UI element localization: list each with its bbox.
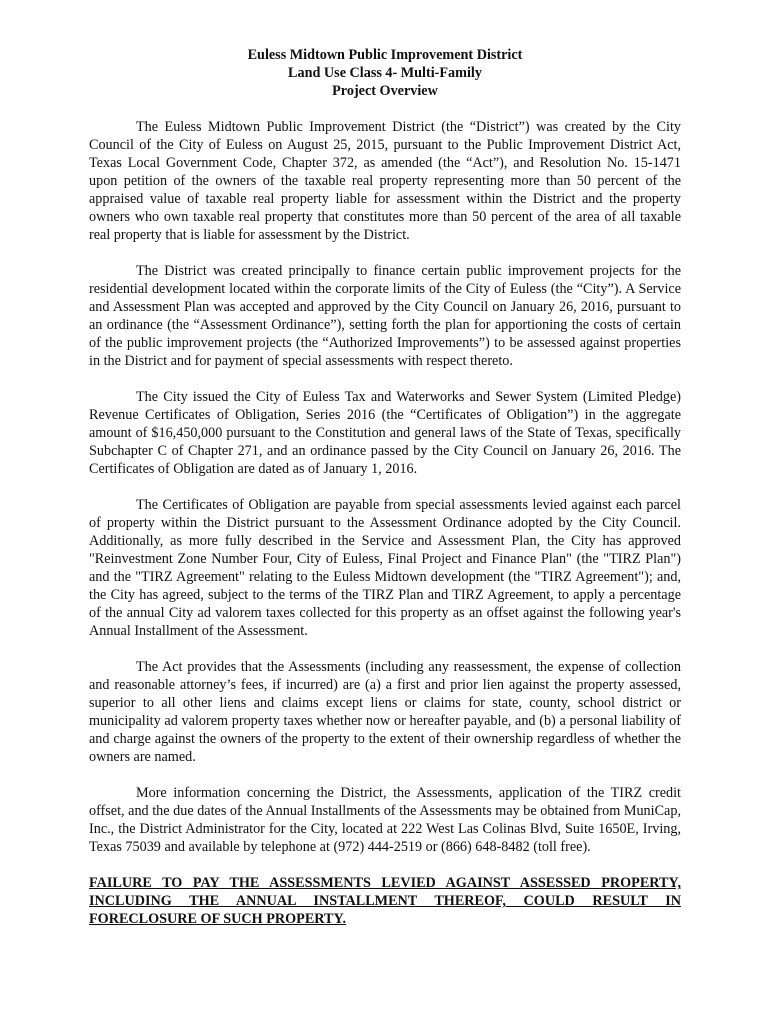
paragraph-certificates-payment: The Certificates of Obligation are payable from special assessments levied against each parcel of property within the District pursuant to the Assessment Ordinance adopted by the City Council. Additionally, as more fully described in the Service and Assessment Plan, the City has approved "Reinvestment Zone Number Four, City of Euless, Final Project and Finance Plan" (the "TIRZ Plan") and the "TIRZ Agreement" relating to the Euless Midtown development (the "TIRZ Agreement"); and, the City has agreed, subject to the terms of the TIRZ Plan and TIRZ Agreement, to apply a percentage of the annual City ad valorem taxes collected for this property as an offset against the following year's Annual Installment of the Assessment.: [89, 497, 681, 639]
foreclosure-warning: FAILURE TO PAY THE ASSESSMENTS LEVIED AGAINST ASSESSED PROPERTY, INCLUDING THE ANNUAL INSTALLMENT THEREOF, COULD RESULT IN FORECLOSURE OF SUCH PROPERTY.: [89, 875, 681, 927]
paragraph-certificates-issued: The City issued the City of Euless Tax and Waterworks and Sewer System (Limited Pledge) Revenue Certificates of Obligation, Series 2016 (the “Certificates of Obligation”) in the aggregate amount of $16,450,000 pursuant to the Constitution and general laws of the State of Texas, specifically Subchapter C of Chapter 271, and an ordinance passed by the City Council on January 26, 2016. The Certificates of Obligation are dated as of January 1, 2016.: [89, 389, 681, 477]
document-title: [89, 46, 681, 100]
document-page: [89, 46, 681, 928]
title-project-overview: Project Overview: [332, 83, 438, 99]
paragraph-assessment-liens: The Act provides that the Assessments (including any reassessment, the expense of collection and reasonable attorney’s fees, if incurred) are (a) a first and prior lien against the property assessed, superior to all other liens and claims except liens or claims for state, county, school district or municipality ad valorem property taxes whether now or hereafter payable, and (b) a personal liability of and charge against the owners of the property to the extent of their ownership regardless of whether the owners are named.: [89, 659, 681, 765]
paragraph-contact-information: More information concerning the District, the Assessments, application of the TIRZ credit offset, and the due dates of the Annual Installments of the Assessments may be obtained from MuniCap, Inc., the District Administrator for the City, located at 222 West Las Colinas Blvd, Suite 1650E, Irving, Texas 75039 and available by telephone at (972) 444-2519 or (866) 648-8482 (toll free).: [89, 785, 681, 855]
paragraph-district-purpose: The District was created principally to finance certain public improvement projects for the residential development located within the corporate limits of the City of Euless (the “City”). A Service and Assessment Plan was accepted and approved by the City Council on January 26, 2016, pursuant to an ordinance (the “Assessment Ordinance”), setting forth the plan for apportioning the costs of certain of the public improvement projects (the “Authorized Improvements”) to be assessed against properties in the District and for payment of special assessments with respect thereto.: [89, 263, 681, 369]
title-district-name: Euless Midtown Public Improvement District: [247, 47, 523, 63]
paragraph-district-creation: The Euless Midtown Public Improvement District (the “District”) was created by the City Council of the City of Euless on August 25, 2015, pursuant to the Public Improvement District Act, Texas Local Government Code, Chapter 372, as amended (the “Act”), and Resolution No. 15-1471 upon petition of the owners of the taxable real property representing more than 50 percent of the appraised value of taxable real property liable for assessment within the District and the property owners who own taxable real property that constitutes more than 50 percent of the area of all taxable real property that is liable for assessment by the District.: [89, 119, 681, 243]
title-land-use-class: Land Use Class 4- Multi-Family: [288, 65, 482, 81]
